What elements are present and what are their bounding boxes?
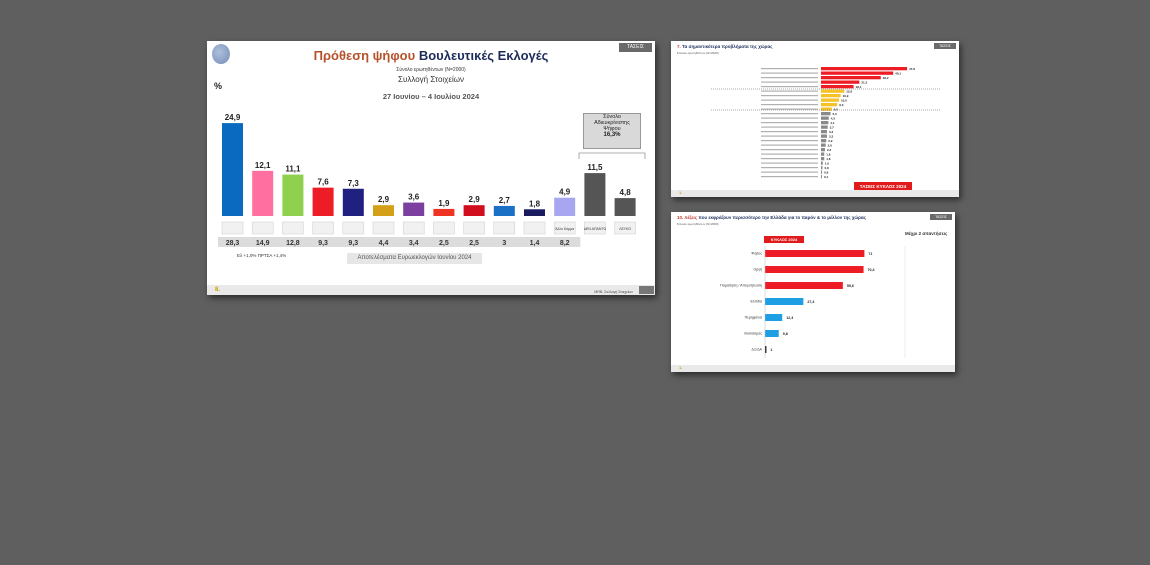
- party-logo-8: [464, 222, 485, 234]
- euro-result-6: 3,4: [408, 240, 419, 247]
- bar-3: [313, 188, 334, 216]
- issue-bar-9: [821, 108, 832, 111]
- bar-value-5: 2,9: [377, 195, 390, 205]
- bar-2: [282, 175, 303, 216]
- words-title-highlight: Λέξεις: [684, 215, 698, 220]
- bar-value-10: 1,8: [528, 199, 541, 209]
- bar-1: [252, 171, 273, 216]
- word-value-1: 70,4: [867, 268, 875, 272]
- brand-logo-small: ΤΑΣΕΙΣ: [934, 43, 956, 49]
- word-value-0: 71: [868, 252, 873, 256]
- bar-4: [343, 189, 364, 216]
- bar-value-9: 2,7: [498, 195, 510, 205]
- party-logo-6: [403, 222, 424, 234]
- bar-value-3: 7,6: [317, 177, 329, 187]
- main-slide: [207, 41, 655, 295]
- euro-note: Ελ +1,0% ΠΡΤΣΑ +1,4%: [237, 253, 287, 258]
- issue-label-line-2: [761, 77, 818, 78]
- issue-bar-4: [821, 85, 854, 88]
- issue-label-line-3: [761, 82, 818, 83]
- issue-value-13: 3,7: [829, 125, 834, 130]
- issue-value-7: 10,0: [841, 98, 847, 103]
- issue-bar-14: [821, 130, 827, 133]
- issue-label-line-10: [761, 113, 818, 114]
- bar-0: [222, 123, 243, 216]
- word-label-2: Παραίτηση / Απογοήτευση: [720, 283, 762, 288]
- issues-sample: Σύνολο ερωτηθέντων (N=2000): [677, 51, 719, 55]
- issue-bar-13: [821, 126, 828, 129]
- issue-label-line-19: [761, 154, 818, 155]
- issue-label-line-24: [761, 176, 818, 177]
- bar-value-1: 12,1: [254, 160, 271, 170]
- issue-value-3: 21,3: [861, 80, 868, 85]
- category-label-13: ΛΕΥΚΟ: [619, 227, 632, 231]
- bar-value-4: 7,3: [347, 178, 359, 188]
- bar-value-11: 4,9: [559, 187, 571, 197]
- issues-footer: [671, 190, 959, 197]
- word-bar-3: [765, 298, 803, 305]
- word-label-3: Ελπίδα: [750, 299, 762, 304]
- party-logo-7: [433, 222, 454, 234]
- party-logo-4: [343, 222, 364, 234]
- subtitle: Συλλογή Στοιχείων: [398, 75, 464, 84]
- issue-label-line-23: [761, 172, 818, 173]
- issue-value-0: 47,8: [909, 67, 915, 71]
- issue-label-line-8: [761, 104, 818, 105]
- issue-bar-10: [821, 112, 831, 115]
- euro-result-10: 1,4: [529, 240, 540, 247]
- issue-value-2: 33,2: [882, 76, 889, 80]
- issue-value-18: 2,2: [826, 148, 832, 152]
- issue-label-line-13: [761, 127, 818, 128]
- issue-value-4: 18,1: [855, 85, 862, 89]
- euro-result-7: 2,5: [439, 240, 449, 247]
- issues-title-text: Τα σημαντικότερα προβλήματα της χώρας: [682, 44, 773, 49]
- words-tag: ΚΥΚΛΟΣ 2024: [764, 236, 804, 243]
- party-logo-0: [222, 222, 243, 234]
- bar-6: [403, 203, 424, 216]
- issue-label-line-12: [761, 122, 818, 123]
- euro-result-0: 28,3: [225, 240, 240, 247]
- footer-logo: [639, 286, 654, 294]
- issue-value-1: 40,1: [895, 71, 902, 76]
- issue-value-15: 3,3: [828, 134, 834, 139]
- issue-label-line-18: [761, 149, 818, 150]
- page-number: 8.: [215, 287, 221, 293]
- issues-page-number: 1.: [679, 190, 683, 195]
- callout-line1: Σύνολο: [603, 114, 621, 120]
- issue-value-8: 9,0: [839, 103, 844, 107]
- bar-value-2: 11,1: [285, 164, 301, 174]
- issue-label-line-22: [761, 167, 818, 168]
- issue-value-22: 0,8: [824, 166, 829, 170]
- bar-9: [494, 206, 515, 216]
- issue-label-line-16: [761, 140, 818, 141]
- unit-label: %: [214, 81, 223, 91]
- issue-label-line-0: [761, 68, 818, 69]
- word-label-0: Φόβος: [751, 251, 762, 256]
- callout-line2: Αδιευκρίνιστης: [594, 120, 630, 126]
- word-bar-0: [765, 250, 864, 257]
- issue-value-16: 2,9: [828, 139, 833, 143]
- bar-value-6: 3,6: [408, 192, 420, 202]
- word-label-4: Περηφάνια: [744, 315, 762, 320]
- euro-result-11: 8,2: [559, 240, 570, 247]
- party-logo-9: [494, 222, 515, 234]
- issue-value-19: 1,8: [826, 152, 831, 157]
- bar-5: [373, 205, 394, 216]
- bar-7: [433, 209, 454, 216]
- issue-bar-0: [821, 67, 907, 70]
- issue-label-line-11: [761, 118, 818, 119]
- issue-value-17: 2,6: [827, 143, 832, 148]
- euro-result-9: 3: [502, 240, 507, 247]
- issue-bar-21: [821, 162, 823, 165]
- issue-label-line-1: [761, 73, 818, 74]
- euro-result-5: 4,4: [378, 240, 389, 247]
- brand-logo-small-2: ΤΑΣΕΙΣ: [930, 214, 952, 220]
- words-title-num: 10.: [677, 215, 684, 220]
- issues-tag: ΤΑΣΕΙΣ ΚΥΚΛΟΣ 2024: [854, 182, 912, 191]
- word-value-2: 55,6: [846, 284, 854, 288]
- callout-line3: Ψήφου: [603, 126, 621, 132]
- bar-13: [615, 198, 636, 216]
- issue-bar-11: [821, 117, 829, 120]
- footer-text: MRB, Συλλογή Στοιχείων: [594, 290, 633, 294]
- issue-bar-3: [821, 81, 859, 84]
- issue-value-9: 6,0: [833, 107, 838, 112]
- issue-bar-15: [821, 135, 827, 138]
- party-logo-3: [313, 222, 334, 234]
- bar-value-8: 2,9: [468, 195, 480, 205]
- words-page-number: 1.: [679, 365, 683, 370]
- date-range: 27 Ιουνίου – 4 Ιουλίου 2024: [382, 92, 480, 101]
- issue-bar-2: [821, 76, 881, 79]
- words-slide: [671, 212, 955, 372]
- issue-label-line-21: [761, 163, 818, 164]
- party-logo-1: [252, 222, 273, 234]
- issue-bar-22: [821, 166, 822, 169]
- slide-footer: [207, 285, 655, 295]
- sample-size: Σύνολο ερωτηθέντων (N=2000): [396, 67, 466, 73]
- issues-slide: [671, 41, 959, 197]
- issue-bar-24: [821, 175, 822, 178]
- words-title-rest: που εκφράζουν περισσότερο την Ελλάδα για το παρόν & το μέλλον της χώρας: [698, 215, 867, 220]
- word-label-1: Οργή: [753, 267, 762, 272]
- word-value-5: 9,8: [782, 332, 788, 336]
- euro-result-3: 9,3: [318, 240, 328, 247]
- words-footer: [671, 365, 955, 372]
- bar-value-13: 4,8: [619, 188, 631, 198]
- title-part2: Βουλευτικές Εκλογές: [418, 48, 549, 63]
- issue-bar-1: [821, 72, 893, 75]
- issues-chart: [671, 41, 959, 197]
- undecided-bracket: [579, 153, 645, 159]
- issue-label-line-6: [761, 95, 818, 96]
- issue-label-line-4: [761, 86, 818, 87]
- euro-result-2: 12,8: [286, 240, 300, 247]
- word-label-6: ΔΞ/ΔΑ: [751, 347, 762, 352]
- issue-value-11: 4,3: [830, 116, 835, 121]
- issue-label-line-14: [761, 131, 818, 132]
- party-logo-2: [282, 222, 303, 234]
- issue-value-10: 5,3: [832, 112, 837, 116]
- issue-label-line-5: [761, 91, 818, 92]
- word-bar-2: [765, 282, 843, 289]
- words-sample: Σύνολο ερωτηθέντων (N=2000): [677, 222, 719, 226]
- word-value-3: 27,4: [807, 300, 815, 304]
- issue-value-21: 1,0: [824, 161, 829, 166]
- word-bar-5: [765, 330, 779, 337]
- bar-value-7: 1,9: [438, 198, 450, 208]
- issue-value-20: 1,8: [826, 157, 831, 161]
- category-label-12: ΔΕΝ ΑΠΑΝΤΩ: [583, 227, 607, 231]
- issue-value-5: 12,9: [846, 89, 853, 94]
- callout-value: 16,3%: [603, 132, 621, 138]
- bar-value-12: 11,5: [587, 163, 603, 173]
- issue-value-14: 3,3: [828, 130, 834, 134]
- bar-8: [464, 205, 485, 216]
- issue-bar-23: [821, 171, 822, 174]
- category-label-11: Άλλο Κόμμα: [555, 227, 575, 231]
- issue-bar-6: [821, 94, 841, 97]
- word-label-5: Θυσιασμός: [744, 331, 762, 336]
- euro-results-label: Αποτελέσματα Ευρωεκλογών Ιουνίου 2024: [347, 253, 482, 264]
- euro-results-strip: [218, 237, 580, 247]
- issue-value-12: 4,1: [830, 121, 835, 125]
- bar-10: [524, 209, 545, 216]
- issue-label-line-15: [761, 136, 818, 137]
- euro-result-4: 9,3: [348, 240, 359, 247]
- issue-bar-17: [821, 144, 826, 147]
- issue-label-line-17: [761, 145, 818, 146]
- issue-bar-5: [821, 90, 844, 93]
- issue-bar-8: [821, 103, 837, 106]
- issue-label-line-9: [761, 109, 818, 110]
- issue-bar-16: [821, 139, 826, 142]
- euro-result-8: 2,5: [469, 240, 479, 247]
- word-value-4: 12,3: [786, 316, 794, 320]
- party-logo-10: [524, 222, 545, 234]
- issue-label-line-20: [761, 158, 818, 159]
- bar-11: [554, 198, 575, 216]
- title-part1: Πρόθεση ψήφου: [313, 48, 416, 63]
- bar-value-0: 24,9: [224, 113, 241, 123]
- issue-bar-12: [821, 121, 828, 124]
- brand-logo: ΤΑΣΕΙΣ: [619, 43, 652, 52]
- word-bar-1: [765, 266, 864, 273]
- words-note: Μέχρι 2 απαντήσεις: [905, 231, 948, 236]
- issue-bar-19: [821, 153, 824, 156]
- issue-bar-18: [821, 148, 825, 151]
- issue-bar-20: [821, 157, 824, 160]
- euro-result-1: 14,9: [255, 240, 270, 247]
- issue-value-24: 0,1: [824, 175, 829, 179]
- words-chart: [671, 212, 955, 372]
- bar-12: [584, 173, 605, 216]
- word-bar-4: [765, 314, 782, 321]
- party-logo-5: [373, 222, 394, 234]
- issue-label-line-7: [761, 100, 818, 101]
- issue-value-23: 0,6: [824, 170, 829, 175]
- word-value-6: 1: [770, 348, 773, 352]
- issue-value-6: 10,9: [842, 94, 849, 98]
- issue-bar-7: [821, 99, 839, 102]
- issues-title-num: 7.: [677, 44, 681, 49]
